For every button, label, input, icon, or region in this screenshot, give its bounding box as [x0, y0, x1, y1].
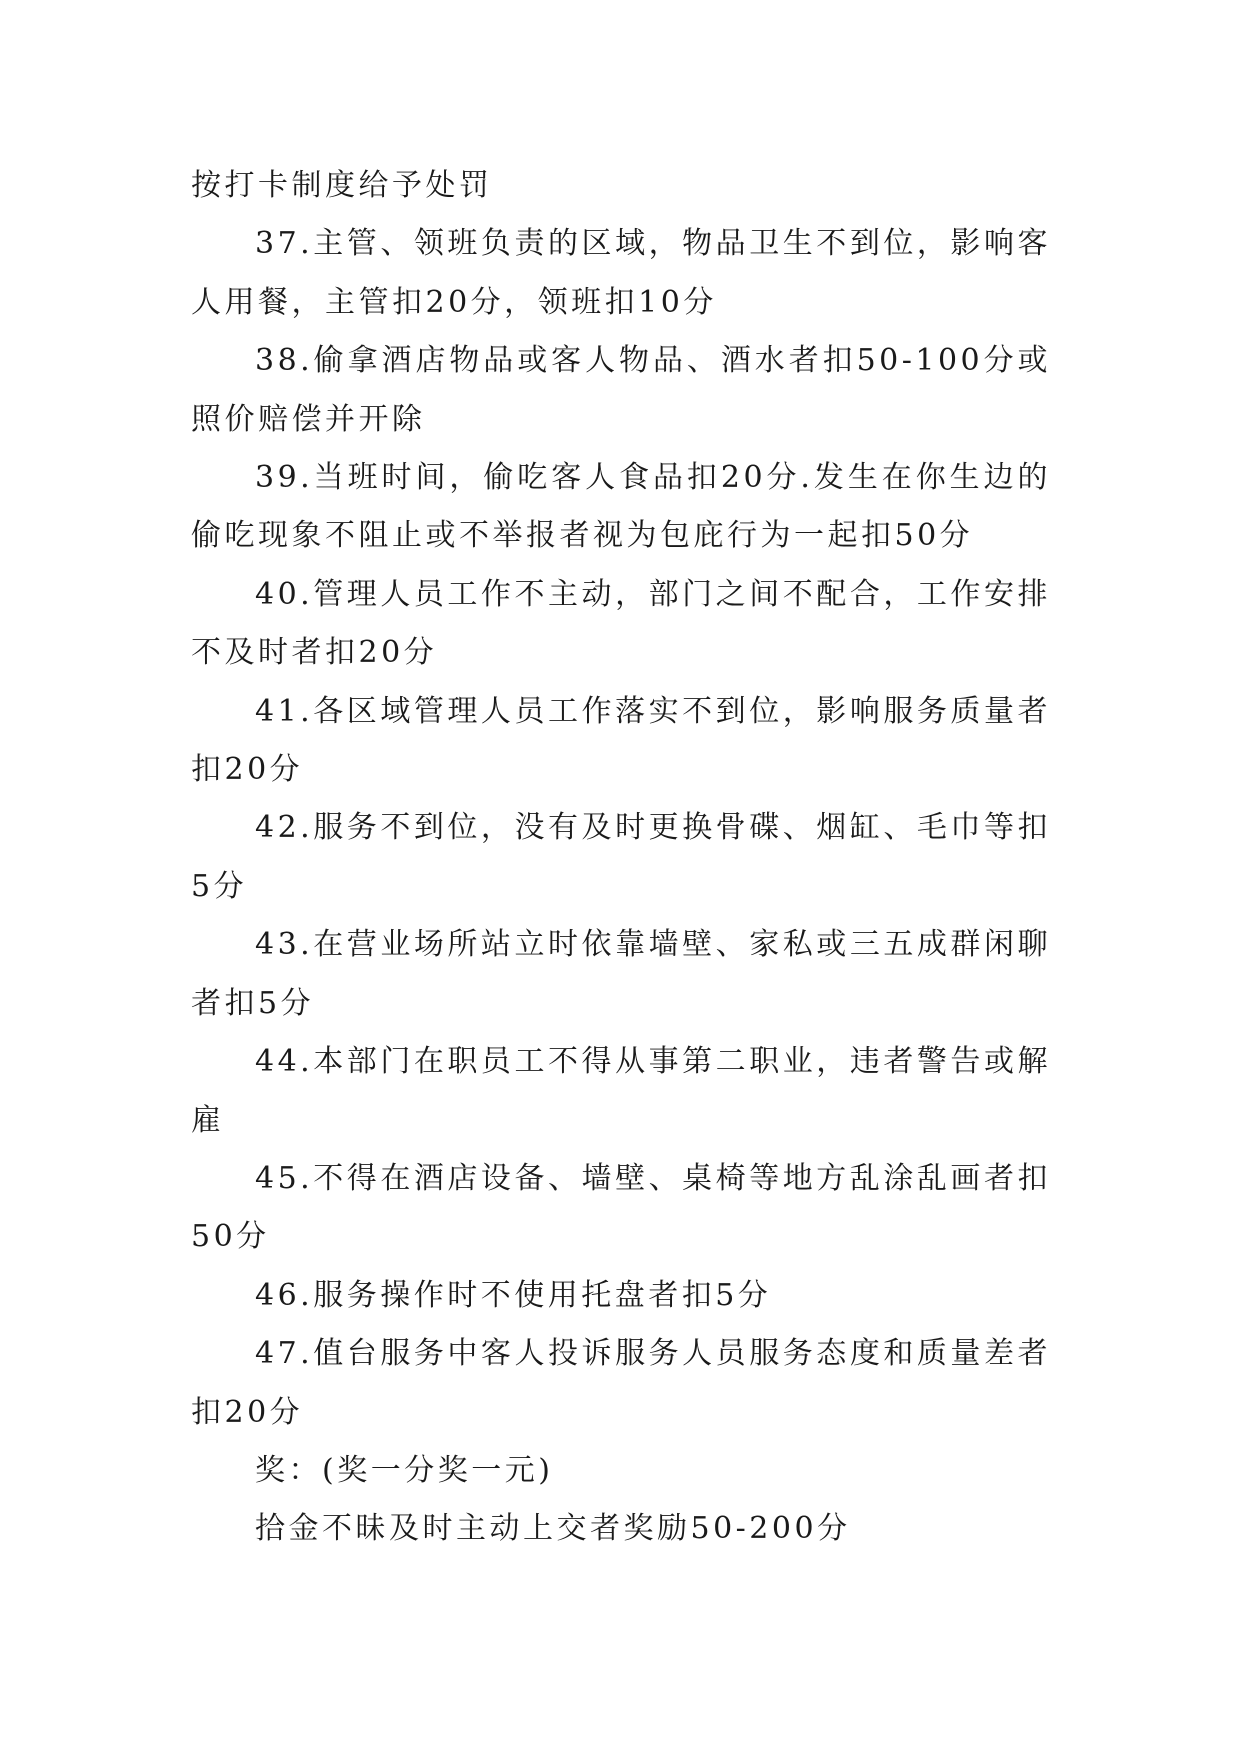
rule-40: 40.管理人员工作不主动，部门之间不配合，工作安排不及时者扣20分	[191, 576, 1051, 671]
rule-45: 45.不得在酒店设备、墙壁、桌椅等地方乱涂乱画者扣50分	[191, 1160, 1051, 1255]
rule-39: 39.当班时间，偷吃客人食品扣20分.发生在你生边的偷吃现象不阻止或不举报者视为包庇行为一起扣50分	[191, 460, 1051, 554]
document-body	[191, 157, 1051, 1559]
reward-heading: 奖：(奖一分奖一元)	[255, 1452, 554, 1488]
rule-46: 46.服务操作时不使用托盘者扣5分	[255, 1277, 772, 1313]
paragraph-continuation: 按打卡制度给予处罚	[191, 168, 493, 203]
rule-43: 43.在营业场所站立时依靠墙壁、家私或三五成群闲聊者扣5分	[191, 927, 1051, 1021]
rule-47: 47.值台服务中客人投诉服务人员服务态度和质量差者扣20分	[191, 1336, 1051, 1430]
rule-41: 41.各区域管理人员工作落实不到位，影响服务质量者扣20分	[191, 693, 1051, 788]
rule-38: 38.偷拿酒店物品或客人物品、酒水者扣50-100分或照价赔偿并开除	[191, 343, 1051, 437]
rule-37: 37.主管、领班负责的区域，物品卫生不到位，影响客人用餐，主管扣20分，领班扣10分	[191, 226, 1051, 320]
rule-42: 42.服务不到位，没有及时更换骨碟、烟缸、毛巾等扣5分	[191, 810, 1051, 904]
rule-44: 44.本部门在职员工不得从事第二职业，违者警告或解雇	[191, 1044, 1051, 1138]
reward-item: 拾金不昧及时主动上交者奖励50-200分	[255, 1511, 851, 1547]
